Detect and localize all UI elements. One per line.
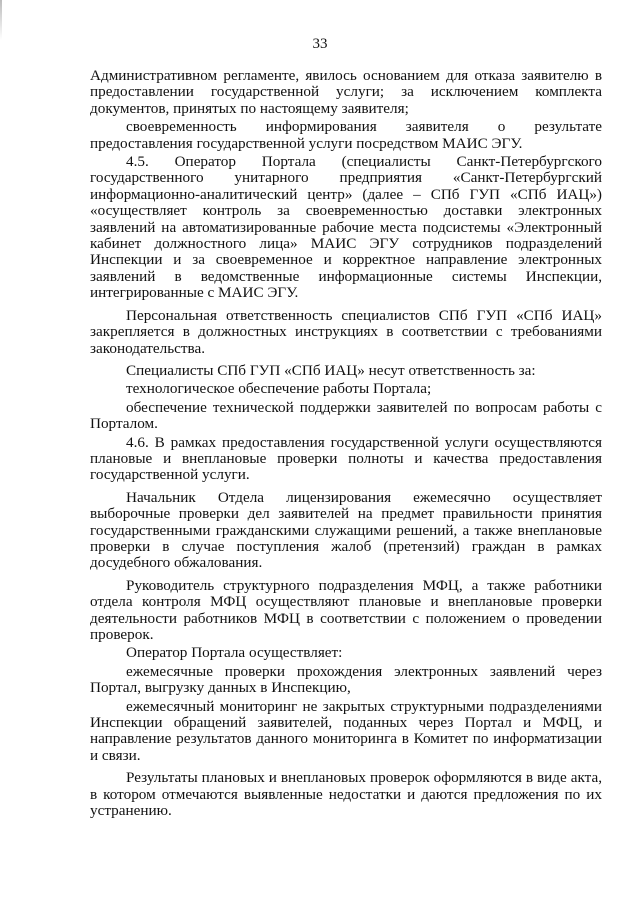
list-item-tech-support: технологическое обеспечение работы Портала; xyxy=(126,380,432,398)
paragraph-responsibility: Персональная ответственность специалистов СПб ГУП «СПб ИАЦ» закрепляется в должностных инструкциях в соответствии с требованиями законодательства. xyxy=(90,306,602,357)
list-item-user-support: обеспечение технической поддержки заявителей по вопросам работы с Порталом. xyxy=(90,398,602,433)
list-item-monthly-checks: ежемесячные проверки прохождения электронных заявлений через Портал, выгрузку данных в Инспекцию, xyxy=(90,662,602,697)
paragraph-results: Результаты плановых и внеплановых проверок оформляются в виде акта, в котором отмечаются выявленные недостатки и даются предложения по их устранению. xyxy=(90,769,602,820)
paragraph-department-head: Начальник Отдела лицензирования ежемесячно осуществляет выборочные проверки дел заявителей на предмет правильности принятия государственными гражданскими служащими решений, а также внеплановые проверки в случае поступления жалоб (претензий) граждан в рамках досудебного обжалования. xyxy=(90,488,602,572)
paragraph-4-5: 4.5. Оператор Портала (специалисты Санкт-Петербургского государственного унитарного предприятия «Санкт-Петербургский информационно-аналитический центр» (далее – СПб ГУП «СПб ИАЦ») «осуществляет контроль за своевременностью доставки электронных заявлений на автоматизированные рабочие места подсистемы «Электронный кабинет должностного лица» МАИС ЭГУ сотрудников подразделений Инспекции и за своевременное и корректное направление электронных заявлений в ведомственные информационные системы Инспекции, интегрированные с МАИС ЭГУ. xyxy=(90,153,602,302)
page-number: 33 xyxy=(312,36,328,52)
paragraph-specialists: Специалисты СПб ГУП «СПб ИАЦ» несут ответственность за: xyxy=(126,361,536,379)
list-item-monthly-monitoring: ежемесячный мониторинг не закрытых структурными подразделениями Инспекции обращений заявителей, поданных через Портал и МФЦ, и направление результатов данного мониторинга в Комитет по информатизации и связи. xyxy=(90,697,602,764)
paragraph-2: своевременность информирования заявителя о результате предоставления государственной услуги посредством МАИС ЭГУ. xyxy=(90,118,602,152)
scan-edge-mark xyxy=(0,0,2,40)
paragraph-mfc-head: Руководитель структурного подразделения МФЦ, а также работники отдела контроля МФЦ осуществляют плановые и внеплановые проверки деятельности работников МФЦ в соответствии с положением о проведении проверок. xyxy=(90,576,602,643)
paragraph-portal-operator: Оператор Портала осуществляет: xyxy=(126,644,343,662)
document-body xyxy=(90,68,602,821)
paragraph-4-6: 4.6. В рамках предоставления государственной услуги осуществляются плановые и внеплановые проверки полноты и качества предоставления государственной услуги. xyxy=(90,433,602,484)
paragraph-1: Административном регламенте, явилось основанием для отказа заявителю в предоставлении государственной услуги; за исключением комплекта документов, принятых по настоящему заявителя; xyxy=(90,67,602,117)
